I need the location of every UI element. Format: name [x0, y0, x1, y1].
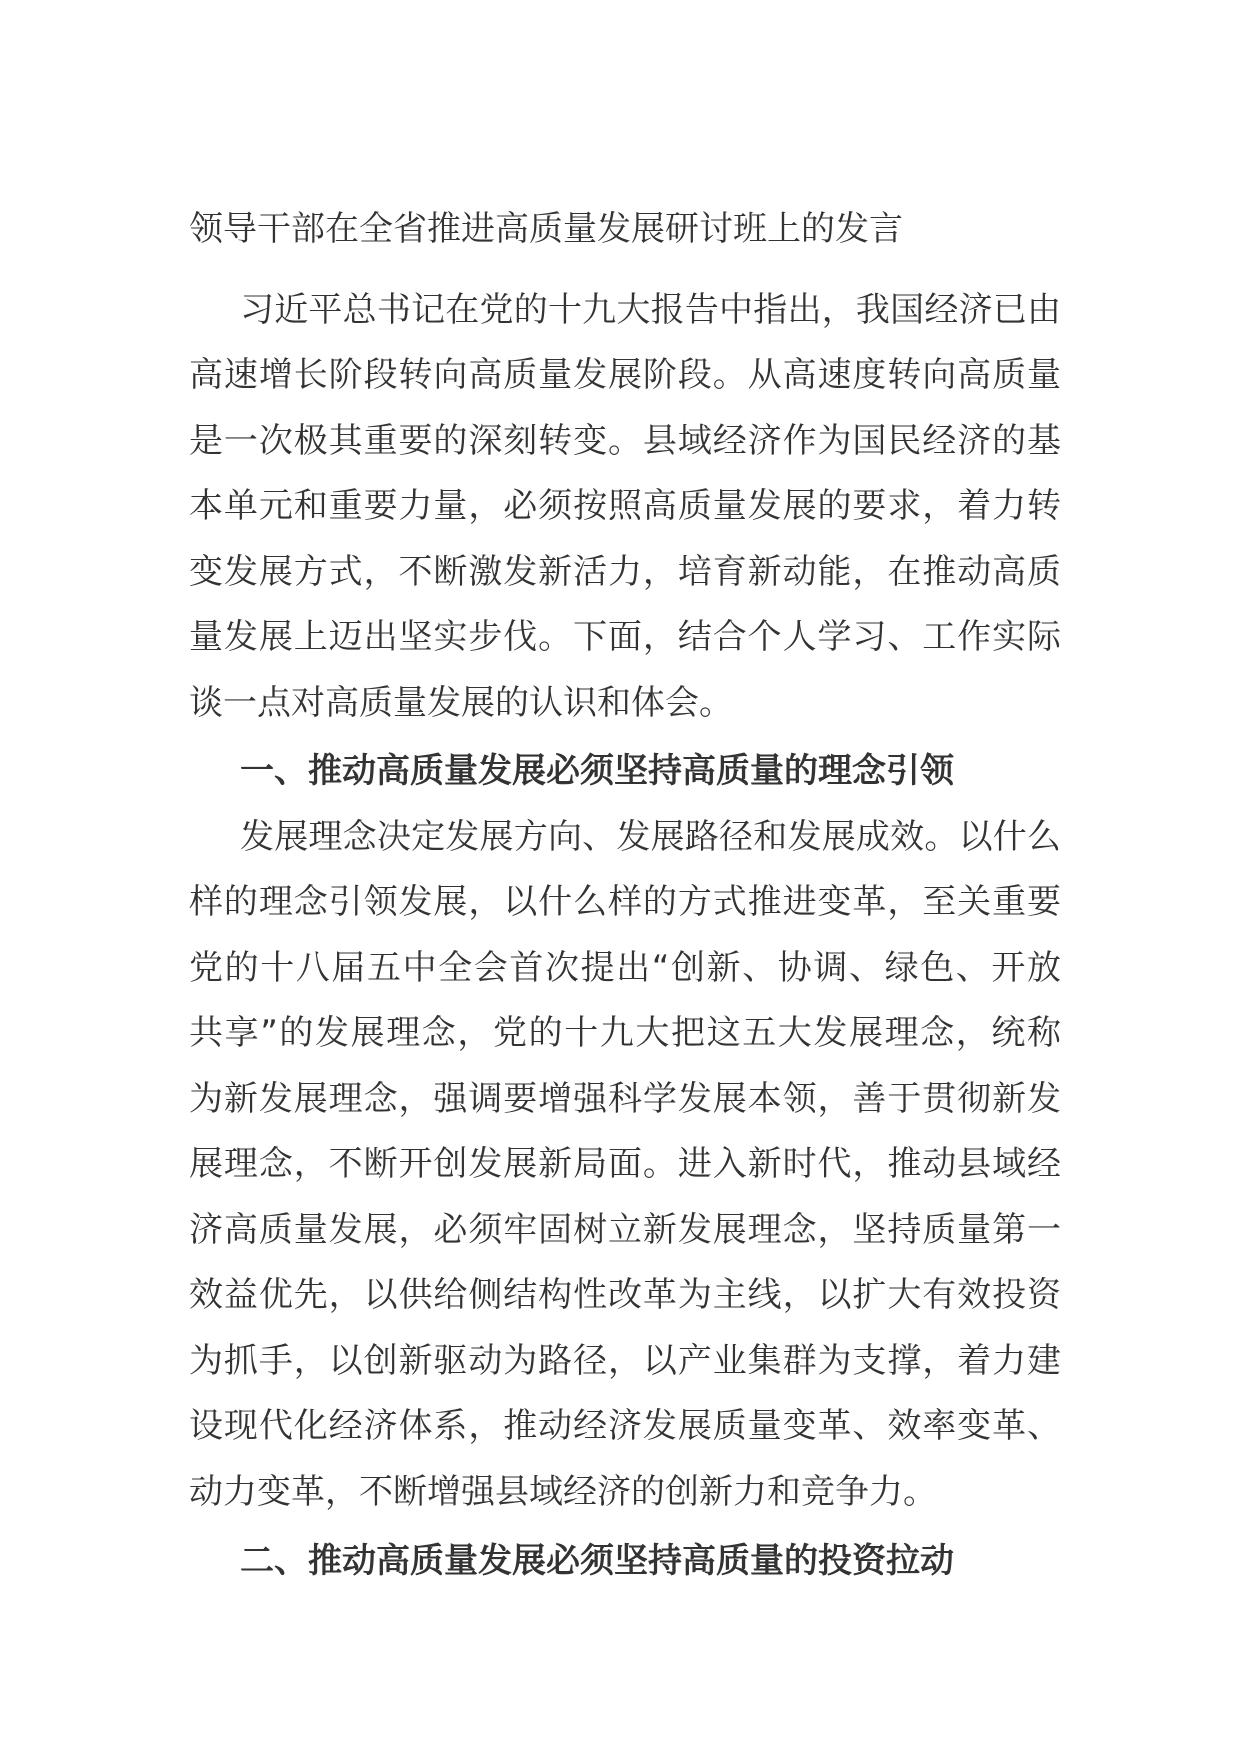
section-heading-2: 二、推动高质量发展必须坚持高质量的投资拉动: [240, 1541, 954, 1581]
text-line: 为抓手，以创新驱动为路径，以产业集群为支撑，着力建: [189, 1341, 1061, 1381]
text-line: 高速增长阶段转向高质量发展阶段。从高速度转向高质量: [189, 355, 1061, 395]
text-line: 设现代化经济体系，推动经济发展质量变革、效率变革、: [189, 1406, 1061, 1446]
text-line: 是一次极其重要的深刻转变。县域经济作为国民经济的基: [189, 421, 1061, 461]
text-line: 济高质量发展，必须牢固树立新发展理念，坚持质量第一: [189, 1210, 1061, 1250]
text-line: 动力变革，不断增强县域经济的创新力和竞争力。: [189, 1472, 937, 1512]
text-line: 效益优先，以供给侧结构性改革为主线，以扩大有效投资: [189, 1275, 1061, 1315]
text-line: 谈一点对高质量发展的认识和体会。: [189, 683, 733, 723]
text-line: 样的理念引领发展，以什么样的方式推进变革，至关重要: [189, 882, 1061, 922]
text-line: 本单元和重要力量，必须按照高质量发展的要求，着力转: [189, 486, 1061, 526]
text-line: 习近平总书记在党的十九大报告中指出，我国经济已由: [240, 290, 1061, 330]
text-line: 共享”的发展理念，党的十九大把这五大发展理念，统称: [189, 1013, 1061, 1053]
text-line: 发展理念决定发展方向、发展路径和发展成效。以什么: [240, 817, 1061, 857]
text-line: 展理念，不断开创发展新局面。进入新时代，推动县域经: [189, 1144, 1061, 1184]
text-line: 党的十八届五中全会首次提出“创新、协调、绿色、开放: [189, 948, 1061, 988]
text-line: 量发展上迈出坚实步伐。下面，结合个人学习、工作实际: [189, 617, 1061, 657]
section-heading-1: 一、推动高质量发展必须坚持高质量的理念引领: [240, 751, 954, 791]
text-line: 变发展方式，不断激发新活力，培育新动能，在推动高质: [189, 552, 1061, 592]
text-line: 为新发展理念，强调要增强科学发展本领，善于贯彻新发: [189, 1079, 1061, 1119]
document-title: 领导干部在全省推进高质量发展研讨班上的发言: [189, 209, 903, 249]
